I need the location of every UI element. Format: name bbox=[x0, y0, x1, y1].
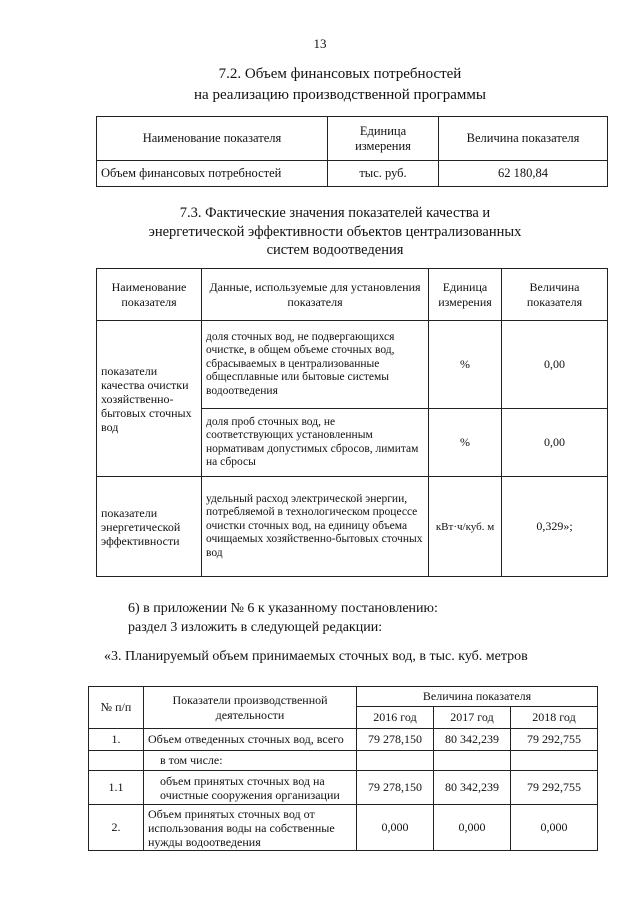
section-7-3-title-line1: 7.3. Фактические значения показателей качества и bbox=[179, 205, 491, 221]
table-cell: удельный расход электрической энергии, потребляемой в технологическом процессе очистки сточных вод, на единицу объема очищаемых хозяйственно-бытовых сточных вод bbox=[202, 477, 429, 577]
year-header-cell: 2018 год bbox=[511, 707, 598, 729]
year-header-cell: 2016 год bbox=[357, 707, 434, 729]
table-cell: Объем финансовых потребностей bbox=[97, 161, 328, 187]
quality-indicators-table bbox=[96, 268, 608, 577]
table-cell: 80 342,239 bbox=[434, 729, 511, 751]
table-header-cell: Наименование показателя bbox=[97, 117, 328, 161]
table-row bbox=[89, 771, 598, 805]
table-cell: 79 292,755 bbox=[511, 729, 598, 751]
table-cell bbox=[511, 751, 598, 771]
table-row bbox=[89, 805, 598, 851]
table-row bbox=[97, 321, 608, 409]
table-header-cell: Величина показателя bbox=[357, 687, 598, 707]
table-cell: доля проб сточных вод, не соответствующих установленным нормативам допустимых сбросов, лимитам на сбросы bbox=[202, 409, 429, 477]
table-cell: 79 292,755 bbox=[511, 771, 598, 805]
table-cell: 0,000 bbox=[511, 805, 598, 851]
table-row bbox=[89, 729, 598, 751]
table-cell: 62 180,84 bbox=[439, 161, 608, 187]
table-cell: 79 278,150 bbox=[357, 729, 434, 751]
year-header-cell: 2017 год bbox=[434, 707, 511, 729]
table-cell: 2. bbox=[89, 805, 144, 851]
table-cell: Объем отведенных сточных вод, всего bbox=[144, 729, 357, 751]
table-cell: Объем принятых сточных вод от использования воды на собственные нужды водоотведения bbox=[144, 805, 357, 851]
table-cell: 0,329»; bbox=[502, 477, 608, 577]
table-cell: 1.1 bbox=[89, 771, 144, 805]
table-cell: 0,000 bbox=[434, 805, 511, 851]
table-cell: 80 342,239 bbox=[434, 771, 511, 805]
table-cell: 0,00 bbox=[502, 409, 608, 477]
group-name-cell: показатели энергетической эффективности bbox=[97, 477, 202, 577]
amendment-paragraph bbox=[128, 599, 438, 637]
section-7-3-title-line2: энергетической эффективности объектов централизованных bbox=[148, 223, 522, 240]
table-cell: % bbox=[429, 321, 502, 409]
table-cell: объем принятых сточных вод на очистные сооружения организации bbox=[144, 771, 357, 805]
section-7-2-title bbox=[130, 64, 550, 106]
table-header-cell: Показатели производственной деятельности bbox=[144, 687, 357, 729]
group-name-cell: показатели качества очистки хозяйственно-бытовых сточных вод bbox=[97, 321, 202, 477]
table-cell bbox=[434, 751, 511, 771]
table-row bbox=[89, 751, 598, 771]
table-header-cell: Наименование показателя bbox=[97, 269, 202, 321]
page-number: 13 bbox=[313, 36, 327, 51]
table-cell bbox=[89, 751, 144, 771]
table-header-cell: Единица измерения bbox=[429, 269, 502, 321]
table-cell: тыс. руб. bbox=[328, 161, 439, 187]
table-cell: в том числе: bbox=[144, 751, 357, 771]
table-cell: 79 278,150 bbox=[357, 771, 434, 805]
table-cell: доля сточных вод, не подвергающихся очистке, в общем объеме сточных вод, сбрасываемых в централизованные общесплавные или бытовые системы водоотведения bbox=[202, 321, 429, 409]
table-header-cell: Величина показателя bbox=[502, 269, 608, 321]
table-row bbox=[97, 161, 608, 187]
table-header-cell: Величина показателя bbox=[439, 117, 608, 161]
amendment-line1: 6) в приложении № 6 к указанному постановлению: bbox=[128, 601, 438, 616]
section-7-2-title-line2: на реализацию производственной программы bbox=[194, 87, 486, 103]
planned-wastewater-table bbox=[88, 686, 598, 851]
table-cell bbox=[357, 751, 434, 771]
table-cell: кВт·ч/куб. м bbox=[429, 477, 502, 577]
section-7-2-title-line1: 7.2. Объем финансовых потребностей bbox=[218, 66, 462, 82]
section-7-3-title-line3: систем водоотведения bbox=[266, 242, 404, 258]
table-header-cell: Данные, используемые для установления показателя bbox=[202, 269, 429, 321]
table-cell: % bbox=[429, 409, 502, 477]
financial-needs-table bbox=[96, 116, 608, 187]
table-cell: 1. bbox=[89, 729, 144, 751]
section-3-title: «3. Планируемый объем принимаемых сточных вод, в тыс. куб. метров bbox=[104, 649, 528, 664]
amendment-line2: раздел 3 изложить в следующей редакции: bbox=[128, 620, 383, 635]
section-7-3-title bbox=[120, 204, 550, 260]
table-header-cell: Единица измерения bbox=[328, 117, 439, 161]
table-header-cell: № п/п bbox=[89, 687, 144, 729]
table-cell: 0,00 bbox=[502, 321, 608, 409]
table-row bbox=[97, 477, 608, 577]
table-cell: 0,000 bbox=[357, 805, 434, 851]
